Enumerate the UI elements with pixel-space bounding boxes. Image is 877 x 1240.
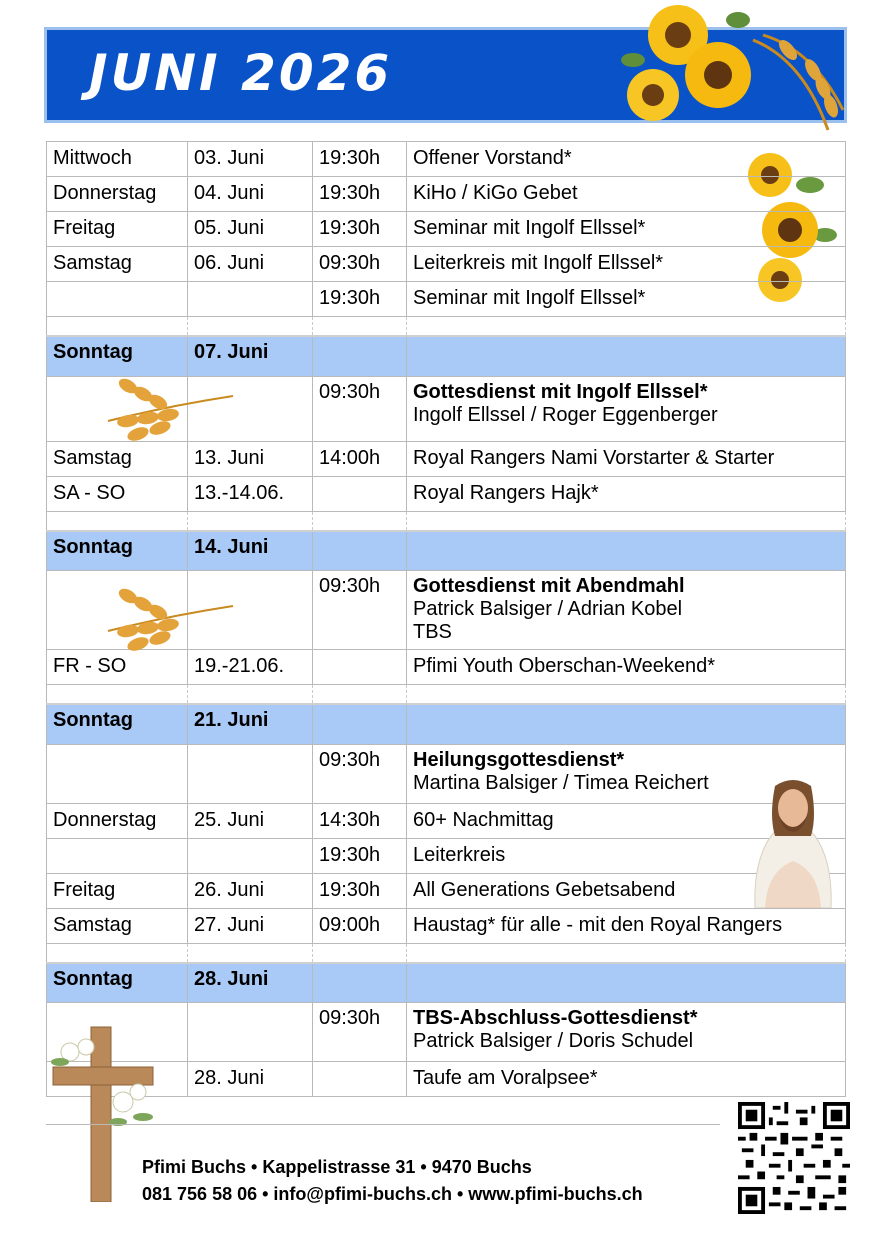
event-cell (407, 571, 846, 650)
table-row (47, 908, 846, 943)
sunday-label: Sonntag (47, 336, 188, 376)
event-cell: 60+ Nachmittag (407, 803, 846, 838)
qr-code-icon[interactable] (738, 1102, 850, 1214)
day-cell: SA - SO (47, 476, 188, 511)
event-cell: Royal Rangers Nami Vorstarter & Starter (407, 441, 846, 476)
day-cell: Freitag (47, 873, 188, 908)
time-cell (313, 1062, 407, 1097)
day-cell: Donnerstag (47, 177, 188, 212)
time-cell: 14:00h (313, 441, 407, 476)
event-cell: Leiterkreis mit Ingolf Ellssel* (407, 247, 846, 282)
sunday-date: 28. Juni (188, 963, 313, 1003)
time-cell: 19:30h (313, 177, 407, 212)
table-row (47, 177, 846, 212)
day-cell: Samstag (47, 908, 188, 943)
sunday-label: Sonntag (47, 704, 188, 744)
date-cell (188, 838, 313, 873)
service-people: Martina Balsiger / Timea Reichert (413, 771, 709, 794)
date-cell: 13. Juni (188, 441, 313, 476)
date-cell: 25. Juni (188, 803, 313, 838)
service-title: Gottesdienst mit Abendmahl (413, 575, 685, 597)
spacer-row (47, 943, 846, 963)
date-cell (188, 282, 313, 317)
table-row (47, 1003, 846, 1062)
time-cell: 19:30h (313, 212, 407, 247)
table-row (47, 212, 846, 247)
time-cell: 09:30h (313, 744, 407, 803)
day-cell (47, 282, 188, 317)
event-cell: Seminar mit Ingolf Ellssel* (407, 282, 846, 317)
sunday-date: 14. Juni (188, 531, 313, 571)
table-row (47, 803, 846, 838)
page-title: JUNI 2026 (89, 44, 393, 102)
date-cell: 19.-21.06. (188, 650, 313, 685)
jesus-icon (745, 776, 841, 908)
table-row (47, 441, 846, 476)
spacer-row (47, 317, 846, 337)
table-row (47, 838, 846, 873)
time-cell: 19:30h (313, 282, 407, 317)
date-cell: 27. Juni (188, 908, 313, 943)
time-cell: 14:30h (313, 803, 407, 838)
table-row (47, 873, 846, 908)
event-cell: Pfimi Youth Oberschan-Weekend* (407, 650, 846, 685)
time-cell: 19:30h (313, 838, 407, 873)
day-cell: Samstag (47, 247, 188, 282)
event-cell: Taufe am Voralpsee* (407, 1062, 846, 1097)
date-cell: 28. Juni (188, 1062, 313, 1097)
time-cell (313, 650, 407, 685)
event-cell: Royal Rangers Hajk* (407, 476, 846, 511)
service-title: Heilungsgottesdienst* (413, 748, 625, 771)
table-row (47, 476, 846, 511)
time-cell: 09:30h (313, 1003, 407, 1062)
day-cell (47, 838, 188, 873)
service-people: Patrick Balsiger / Adrian Kobel (413, 598, 683, 620)
service-title: Gottesdienst mit Ingolf Ellssel* (413, 380, 708, 403)
time-cell: 09:30h (313, 247, 407, 282)
spacer-row (47, 685, 846, 705)
sunday-header-row (47, 704, 846, 744)
service-people: Ingolf Ellssel / Roger Eggenberger (413, 403, 718, 426)
time-cell: 09:00h (313, 908, 407, 943)
service-people: Patrick Balsiger / Doris Schudel (413, 1030, 694, 1052)
date-cell: 05. Juni (188, 212, 313, 247)
event-cell: All Generations Gebetsabend (407, 873, 846, 908)
table-row (47, 1062, 846, 1097)
date-cell: 06. Juni (188, 247, 313, 282)
time-cell: 19:30h (313, 873, 407, 908)
event-cell (407, 1003, 846, 1062)
event-cell: Offener Vorstand* (407, 142, 846, 177)
service-extra: TBS (413, 621, 452, 643)
time-cell: 19:30h (313, 142, 407, 177)
date-cell: 04. Juni (188, 177, 313, 212)
footer-address: Pfimi Buchs • Kappelistrasse 31 • 9470 Buchs (142, 1157, 532, 1177)
day-cell: Freitag (47, 212, 188, 247)
sunday-header-row (47, 963, 846, 1003)
time-cell (313, 476, 407, 511)
day-cell: Donnerstag (47, 803, 188, 838)
spacer-row (47, 511, 846, 531)
footer-contact (142, 1154, 643, 1208)
date-cell: 13.-14.06. (188, 476, 313, 511)
sunday-header-row (47, 531, 846, 571)
date-cell: 03. Juni (188, 142, 313, 177)
footer-contact-line: 081 756 58 06 • info@pfimi-buchs.ch • www.pfimi-buchs.ch (142, 1184, 643, 1204)
table-row (47, 247, 846, 282)
sunday-label: Sonntag (47, 531, 188, 571)
sunday-date: 21. Juni (188, 704, 313, 744)
event-cell: Haustag* für alle - mit den Royal Rangers (407, 908, 846, 943)
service-title: TBS-Abschluss-Gottesdienst* (413, 1007, 698, 1029)
table-row (47, 142, 846, 177)
event-cell: Seminar mit Ingolf Ellssel* (407, 212, 846, 247)
sunday-label: Sonntag (47, 963, 188, 1003)
divider (46, 1124, 720, 1125)
event-cell: Leiterkreis (407, 838, 846, 873)
table-row (47, 282, 846, 317)
time-cell: 09:30h (313, 571, 407, 650)
table-row (47, 744, 846, 803)
day-cell: Samstag (47, 441, 188, 476)
day-cell: Mittwoch (47, 142, 188, 177)
date-cell: 26. Juni (188, 873, 313, 908)
sunflower-icon (613, 0, 853, 140)
event-cell (407, 376, 846, 441)
day-cell: FR - SO (47, 650, 188, 685)
time-cell: 09:30h (313, 376, 407, 441)
sunday-date: 07. Juni (188, 336, 313, 376)
wheat-icon (98, 576, 238, 656)
event-cell: KiHo / KiGo Gebet (407, 177, 846, 212)
wheat-icon (98, 366, 238, 446)
